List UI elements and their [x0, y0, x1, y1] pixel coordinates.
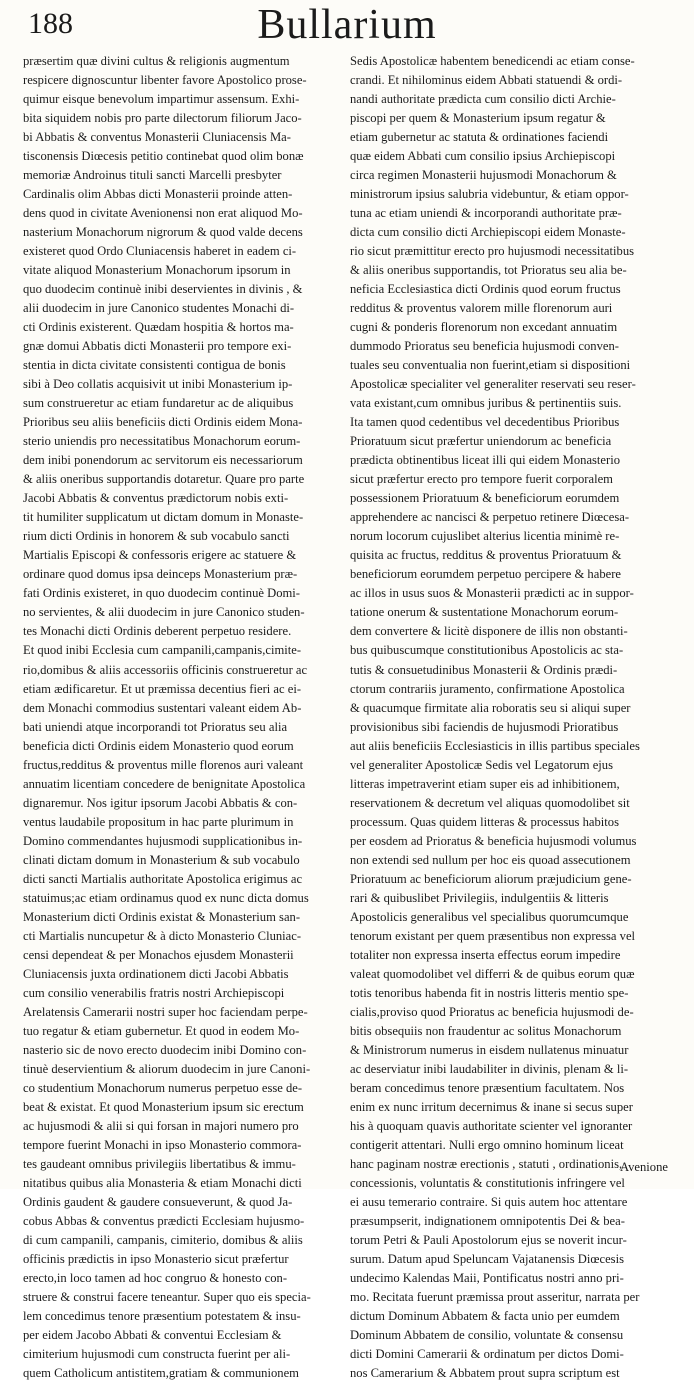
left-column-text-line: fati Ordinis existeret, in quo duodecim continuè Domi- [23, 586, 301, 601]
left-column-text-line: dens quod in civitate Avenionensi non erat aliquod Mo- [23, 206, 303, 221]
right-column-text-line: dem convertere & licitè disponere de illis non obstanti- [350, 624, 628, 639]
right-column-text-line: Prioratuum ac beneficiorum aliorum præjudicium gene- [350, 871, 632, 886]
right-column-text-line: contigerit attentari. Nulli ergo omnino hominum liceat [350, 1137, 624, 1152]
left-column-text-line: dicti sancti Martialis authoritate Apostolica erigimus ac [23, 871, 303, 886]
page-number: 188 [28, 7, 73, 40]
left-column-text-line: nasterium Monachorum nigrorum & quod valde decens [23, 225, 303, 240]
right-column-text-line: tuales seu conventualia non fuerint,etiam si dispositioni [350, 358, 631, 373]
right-column-text-line: hanc paginam nostræ erectionis , statuti , ordinationis, [350, 1156, 623, 1171]
left-column-text-line: statuimus;ac etiam ordinamus quod ex nunc dicta domus [23, 890, 309, 905]
left-column-text-line: dem Monachi commodius sustentari valeant eidem Ab- [23, 700, 302, 715]
left-column-text-line: officinis prædictis in ipso Monasterio sicut præfertur [23, 1251, 289, 1266]
right-column-text-line: totis tenoribus habenda fit in nostris litteris mentio spe- [350, 985, 629, 1000]
right-column-text-line: Dominum Abbatem de consilio, voluntate & consensu [350, 1328, 624, 1343]
left-column-text-line: & aliis oneribus supportandis dotaretur. Quare pro parte [23, 472, 305, 487]
right-column-text-line: Sedis Apostolicæ habentem benedicendi ac etiam conse- [350, 54, 635, 68]
right-column-text-line: rio sicut præmittitur erecto pro hujusmodi necessitatibus [350, 244, 635, 259]
right-column-text-line: piscopi per quem & Monasterium ipsum regatur & [350, 111, 606, 126]
right-column-text-line: cialis,proviso quod Prioratus ac beneficia hujusmodi de- [350, 1004, 634, 1019]
right-column-text-line: ei ausu temerario contraire. Si quis autem hoc attentare [350, 1194, 628, 1209]
left-column-text-line: Cardinalis olim Abbas dicti Monasterii proinde atten- [23, 187, 293, 202]
right-column-text-line: circa regimen Monasterii hujusmodi Monachorum & [350, 168, 617, 183]
right-column-text-line: undecimo Kalendas Maii, Pontificatus nostri anno pri- [350, 1271, 624, 1285]
right-column-text-line: mo. Recitata fuerunt præmissa prout asseritur, narrata per [350, 1290, 640, 1305]
right-column-text-line: ministrorum ipsius salubria videbuntur, & etiam oppor- [350, 187, 629, 202]
left-column-text-line: vitate aliquod Monasterium Monachorum ipsorum in [23, 263, 291, 278]
right-column-text-line: tuna ac etiam uniendi & incorporandi authoritate præ- [350, 206, 622, 221]
right-column-text-line: enim ex nunc irritum decernimus & inane si secus super [350, 1099, 633, 1114]
left-column-text-line: quem Catholicum antistitem,gratiam & communionem [23, 1366, 299, 1381]
left-column-text-line: gnæ domui Abbatis dicti Monasterii pro tempore exi- [23, 339, 292, 354]
left-column-text-line: Prioribus seu aliis beneficiis dicti Ordinis eidem Mona- [23, 415, 303, 430]
left-column-text-line: ordinare quod domus ipsa deinceps Monasterium præ- [23, 567, 298, 582]
left-column-text-line: censi dependeat & per Monachos ejusdem Monasterii [23, 947, 294, 962]
left-column-text-line: sibi à Deo collatis acquisivit ut inibi Monasterium ip- [23, 377, 293, 392]
right-column-text-line: neficia Ecclesiastica dicti Ordinis quod eorum fructus [350, 282, 621, 297]
right-column-text-line: reservationem & decretum vel aliquas quomodolibet sit [350, 795, 630, 810]
right-column-text-line: processum. Quas quidem litteras & processus habitos [350, 814, 619, 829]
catchword: Avenione [619, 1160, 668, 1174]
right-column-text-line: concessionis, voluntatis & constitutionis infringere vel [350, 1175, 625, 1190]
right-text-column [350, 52, 676, 1383]
left-column-text-line: fructus,redditus & proventus mille florenos auri valeant [23, 757, 304, 772]
left-column-text-line: memoriæ Androinus tituli sancti Marcelli presbyter [23, 168, 282, 183]
right-column-text-line: Apostolicis generalibus vel specialibus quorumcumque [350, 909, 629, 924]
right-column-text-line: crandi. Et nihilominus eidem Abbati statuendi & ordi- [350, 73, 623, 88]
right-column-text-line: litteras impetraverint etiam super eis ad inhibitionem, [350, 776, 620, 791]
right-column-text-line: vel generaliter Apostolicæ Sedis vel Legatorum ejus [350, 757, 614, 772]
right-column-text-line: dicti Domini Camerarii & ordinatum per dictos Domi- [350, 1347, 624, 1362]
right-column-text-line: aut aliis beneficiis Ecclesiasticis in illis partibus speciales [350, 738, 640, 753]
left-column-text-line: Arelatensis Camerarii nostri super hoc faciendam perpe- [23, 1004, 308, 1019]
left-column-text-line: bi Abbatis & conventus Monasterii Cluniacensis Ma- [23, 130, 291, 145]
left-column-text-line: no servientes, & alii duodecim in jure Canonico studen- [23, 605, 305, 620]
right-column-text-line: tenorum existant per quem præsentibus non expressa vel [350, 928, 636, 943]
right-column-text-line: per eosdem ad Prioratus & beneficia hujusmodi volumus [350, 833, 637, 848]
left-column-text-line: quimur eisque benevolum impartimur assensum. Exhi- [23, 92, 300, 107]
right-column-text-line: apprehendere ac nancisci & perpetuo retinere Diœcesa- [350, 510, 630, 525]
left-column-text-line: nitatibus quibus alia Monasteria & etiam Monachi dicti [23, 1175, 302, 1190]
left-column-text-line: ac hujusmodi & alii si qui forsan in majori numero pro [23, 1118, 299, 1133]
right-column-text-line: valeat quomodolibet vel differri & de quibus eorum quæ [350, 966, 635, 981]
left-column-text-line: alii duodecim in jure Canonico studentes Monachi di- [23, 301, 295, 316]
right-column-text-line: sicut præfertur erecto pro tempore fuerit corporalem [350, 472, 613, 487]
left-column-text-line: cobus Abbas & conventus prædicti Ecclesiam hujusmo- [23, 1213, 305, 1228]
left-column-text-line: cti Ordinis existerent. Quædam hospitia & hortos ma- [23, 320, 294, 335]
left-column-text-line: ventus laudabile propositum in hac parte plurimum in [23, 814, 294, 829]
left-column-text-line: Domino commendantes hujusmodi supplicationibus in- [23, 833, 303, 848]
left-column-text-line: præsertim quæ divini cultus & religionis augmentum [23, 54, 290, 68]
left-column-text-line: Monasterium dicti Ordinis existat & Monasterium san- [23, 909, 301, 924]
right-column-text-line: ac deserviatur inibi laudabiliter in divinis, plenam & li- [350, 1061, 629, 1076]
left-column-text-line: quo duodecim continuè inibi deservientes in divinis , & [23, 282, 303, 297]
right-column-text-line: rari & quibuslibet Privilegiis, indulgentiis & litteris [350, 890, 609, 905]
right-column-text-line: prædicta obtinentibus liceat illi qui eidem Monasterio [350, 453, 621, 468]
left-column-text-line: existeret quod Ordo Cluniacensis haberet in eadem ci- [23, 244, 297, 259]
left-column-text-line: bati uniendi atque incorporandi tot Prioratus seu alia [23, 719, 288, 734]
left-column-text-line: rio,domibus & aliis accessoriis officinis construeretur ac [23, 662, 308, 677]
right-column-text-line: quæ eidem Abbati cum consilio ipsius Archiepiscopi [350, 149, 616, 164]
left-column-text-line: beneficia dicti Ordinis eidem Monasterio quod eorum [23, 738, 294, 753]
left-column-text-line: tes Monachi dicti Ordinis deberent perpetuo residere. [23, 624, 292, 639]
left-column-text-line: Ordinis gaudent & gaudere consueverunt, & quod Ja- [23, 1194, 293, 1209]
right-column-text-line: dicta cum consilio dicti Archiepiscopi eidem Monaste- [350, 225, 626, 240]
left-column-text-line: Martialis Episcopi & confessoris erigere ac statuere & [23, 548, 297, 563]
left-column-text-line: etiam ædificaretur. Et ut præmissa decentius fieri ac ei- [23, 681, 302, 696]
left-column-text-line: erecto,in loco tamen ad hoc congruo & honesto con- [23, 1271, 288, 1285]
left-column-text-line: lem concedimus tenore præsentium potestatem & insu- [23, 1309, 301, 1324]
right-column-text-line: etiam gubernetur ac statuta & ordinationes faciendi [350, 130, 609, 145]
left-column-text-line: di cum campanili, campanis, cimiterio, domibus & aliis [23, 1232, 303, 1247]
right-column-text-line: totaliter non expressa inserta effectus eorum impedire [350, 947, 621, 962]
right-column-text-line: dictum Dominum Abbatem & facta unio per eumdem [350, 1309, 620, 1324]
left-column-text-line: cti Martialis nuncupetur & à dicto Monasterio Cluniac- [23, 928, 302, 943]
left-column-text-line: clinati dictam domum in Monasterium & sub vocabulo [23, 852, 300, 867]
right-column-text-line: provisionibus sibi faciendis de hujusmodi Prioratibus [350, 719, 619, 734]
right-column-text-line: surum. Datum apud Speluncam Vajatanensis Diœcesis [350, 1251, 624, 1266]
right-column-text-line: Apostolicæ specialiter vel generaliter reservati seu reser- [350, 377, 636, 392]
right-column-text-line: norum locorum cujuslibet alterius licentia minimè re- [350, 529, 620, 544]
right-column-text-line: bus quibuscumque constitutionibus Apostolicis ac sta- [350, 643, 624, 658]
right-column-text-line: & aliis oneribus supportandis, tot Prioratus seu alia be- [350, 263, 627, 278]
left-column-text-line: annuatim licentiam concedere de benignitate Apostolica [23, 776, 306, 791]
right-column-text-line: quisita ac fructus, redditus & proventus Prioratuum & [350, 548, 622, 563]
left-column-text-line: tisconensis Diœcesis petitio continebat quod olim bonæ [23, 149, 304, 164]
right-column-text-line: præsumpserit, indignationem omnipotentis Dei & bea- [350, 1213, 625, 1228]
running-head-title: Bullarium [257, 2, 437, 48]
left-column-text-line: co studentium Monachorum numerus perpetuo esse de- [23, 1080, 303, 1095]
left-column-text-line: tinuè deservientium & aliorum duodecim in jure Canoni- [23, 1061, 311, 1076]
right-column-text-line: possessionem Prioratuum & beneficiorum eorumdem [350, 491, 620, 506]
left-column-text-line: Cluniacensis juxta ordinationem dicti Jacobi Abbatis [23, 966, 289, 981]
right-column-text-line: cugni & ponderis florenorum non excedant annuatim [350, 320, 618, 335]
left-column-text-line: tes gaudeant omnibus privilegiis libertatibus & immu- [23, 1156, 296, 1171]
right-column-text-line: tatione onerum & sustentatione Monachorum eorum- [350, 605, 619, 620]
left-column-text-line: nasterio sic de novo erecto duodecim inibi Domino con- [23, 1042, 307, 1057]
right-column-text-line: Ita tamen quod cedentibus vel decedentibus Prioribus [350, 415, 620, 430]
right-column-text-line: torum Petri & Pauli Apostolorum ejus se noverit incur- [350, 1232, 627, 1247]
left-column-text-line: respicere dignoscuntur libenter favore Apostolico prose- [23, 73, 307, 88]
left-column-text-line: beat & existat. Et quod Monasterium ipsum sic erectum [23, 1099, 304, 1114]
left-column-text-line: cimiterium hujusmodi cum constructa fuerint per ali- [23, 1347, 291, 1362]
left-column-text-line: per eidem Jacobo Abbati & conventui Ecclesiam & [23, 1328, 282, 1343]
right-column-text-line: nandi authoritate prædicta cum consilio dicti Archie- [350, 92, 616, 107]
left-column-text-line: Jacobi Abbatis & conventus prædictorum nobis exti- [23, 491, 289, 506]
left-column-text-line: sterio uniendis pro necessitatibus Monachorum eorum- [23, 434, 301, 449]
right-column-text-line: tutis & consuetudinibus Monasterii & Ordinis prædi- [350, 662, 618, 677]
right-column-text-line: redditus & proventus valorem mille florenorum auri [350, 301, 613, 316]
left-column-text-line: sum construeretur ac etiam fundaretur ac de aliquibus [23, 396, 294, 411]
left-column-text-line: rium dicti Ordinis in honorem & sub vocabulo sancti [23, 529, 290, 544]
right-column-text-line: & Ministrorum numerus in eisdem nullatenus minuatur [350, 1042, 629, 1057]
right-column-text-line: dummodo Prioratus seu beneficia hujusmodi conven- [350, 339, 619, 354]
right-column-text-line: beneficiorum eorumdem perpetuo percipere & habere [350, 567, 621, 582]
left-column-text-line: dem inibi ponendorum ac servitorum eis necessariorum [23, 453, 303, 468]
right-column-text-line: & quacumque firmitate alia roboratis seu si aliqui super [350, 700, 631, 715]
right-column-text-line: nos Camerarium & Abbatem prout supra scriptum est [350, 1366, 620, 1381]
left-column-text-line: struere & construi facere teneantur. Super quo eis specia- [23, 1290, 311, 1305]
right-column-text-line: ac illos in usus suos & Monasterii prædicti ac in suppor- [350, 586, 634, 601]
left-column-text-line: tuo regatur & etiam gubernetur. Et quod in eodem Mo- [23, 1023, 300, 1038]
right-column-text-line: his à quoquam quavis authoritate scienter vel ignoranter [350, 1118, 633, 1133]
left-column-text-line: tempore fuerint Monachi in ipso Monasterio commora- [23, 1137, 302, 1152]
left-text-column [23, 52, 343, 1383]
left-column-text-line: Et quod inibi Ecclesia cum campanili,campanis,cimite- [23, 643, 302, 658]
left-column-text-line: dignaremur. Nos igitur ipsorum Jacobi Abbatis & con- [23, 795, 298, 810]
right-column-text-line: beram concedimus tenore præsentium facultatem. Nos [350, 1080, 625, 1095]
left-column-text-line: tit humiliter supplicatum ut dictam domum in Monaste- [23, 510, 304, 525]
right-column-text-line: vata existant,cum omnibus juribus & pertinentiis suis. [350, 396, 622, 411]
right-column-text-line: non extendi sed nullum per hoc eis quoad assecutionem [350, 852, 631, 867]
right-column-text-line: Prioratuum sicut præfertur uniendorum ac beneficia [350, 434, 612, 449]
right-column-text-line: bitis obsequiis non fraudentur ac solitus Monachorum [350, 1023, 622, 1038]
left-column-text-line: stentia in dicta civitate consistenti contigua de bonis [23, 358, 286, 373]
left-column-text-line: bita siquidem nobis pro parte dilectorum filiorum Jaco- [23, 111, 302, 126]
right-column-text-line: ctorum contrariis juramento, confirmatione Apostolica [350, 681, 625, 696]
left-column-text-line: cum consilio venerabilis fratris nostri Archiepiscopi [23, 985, 285, 1000]
